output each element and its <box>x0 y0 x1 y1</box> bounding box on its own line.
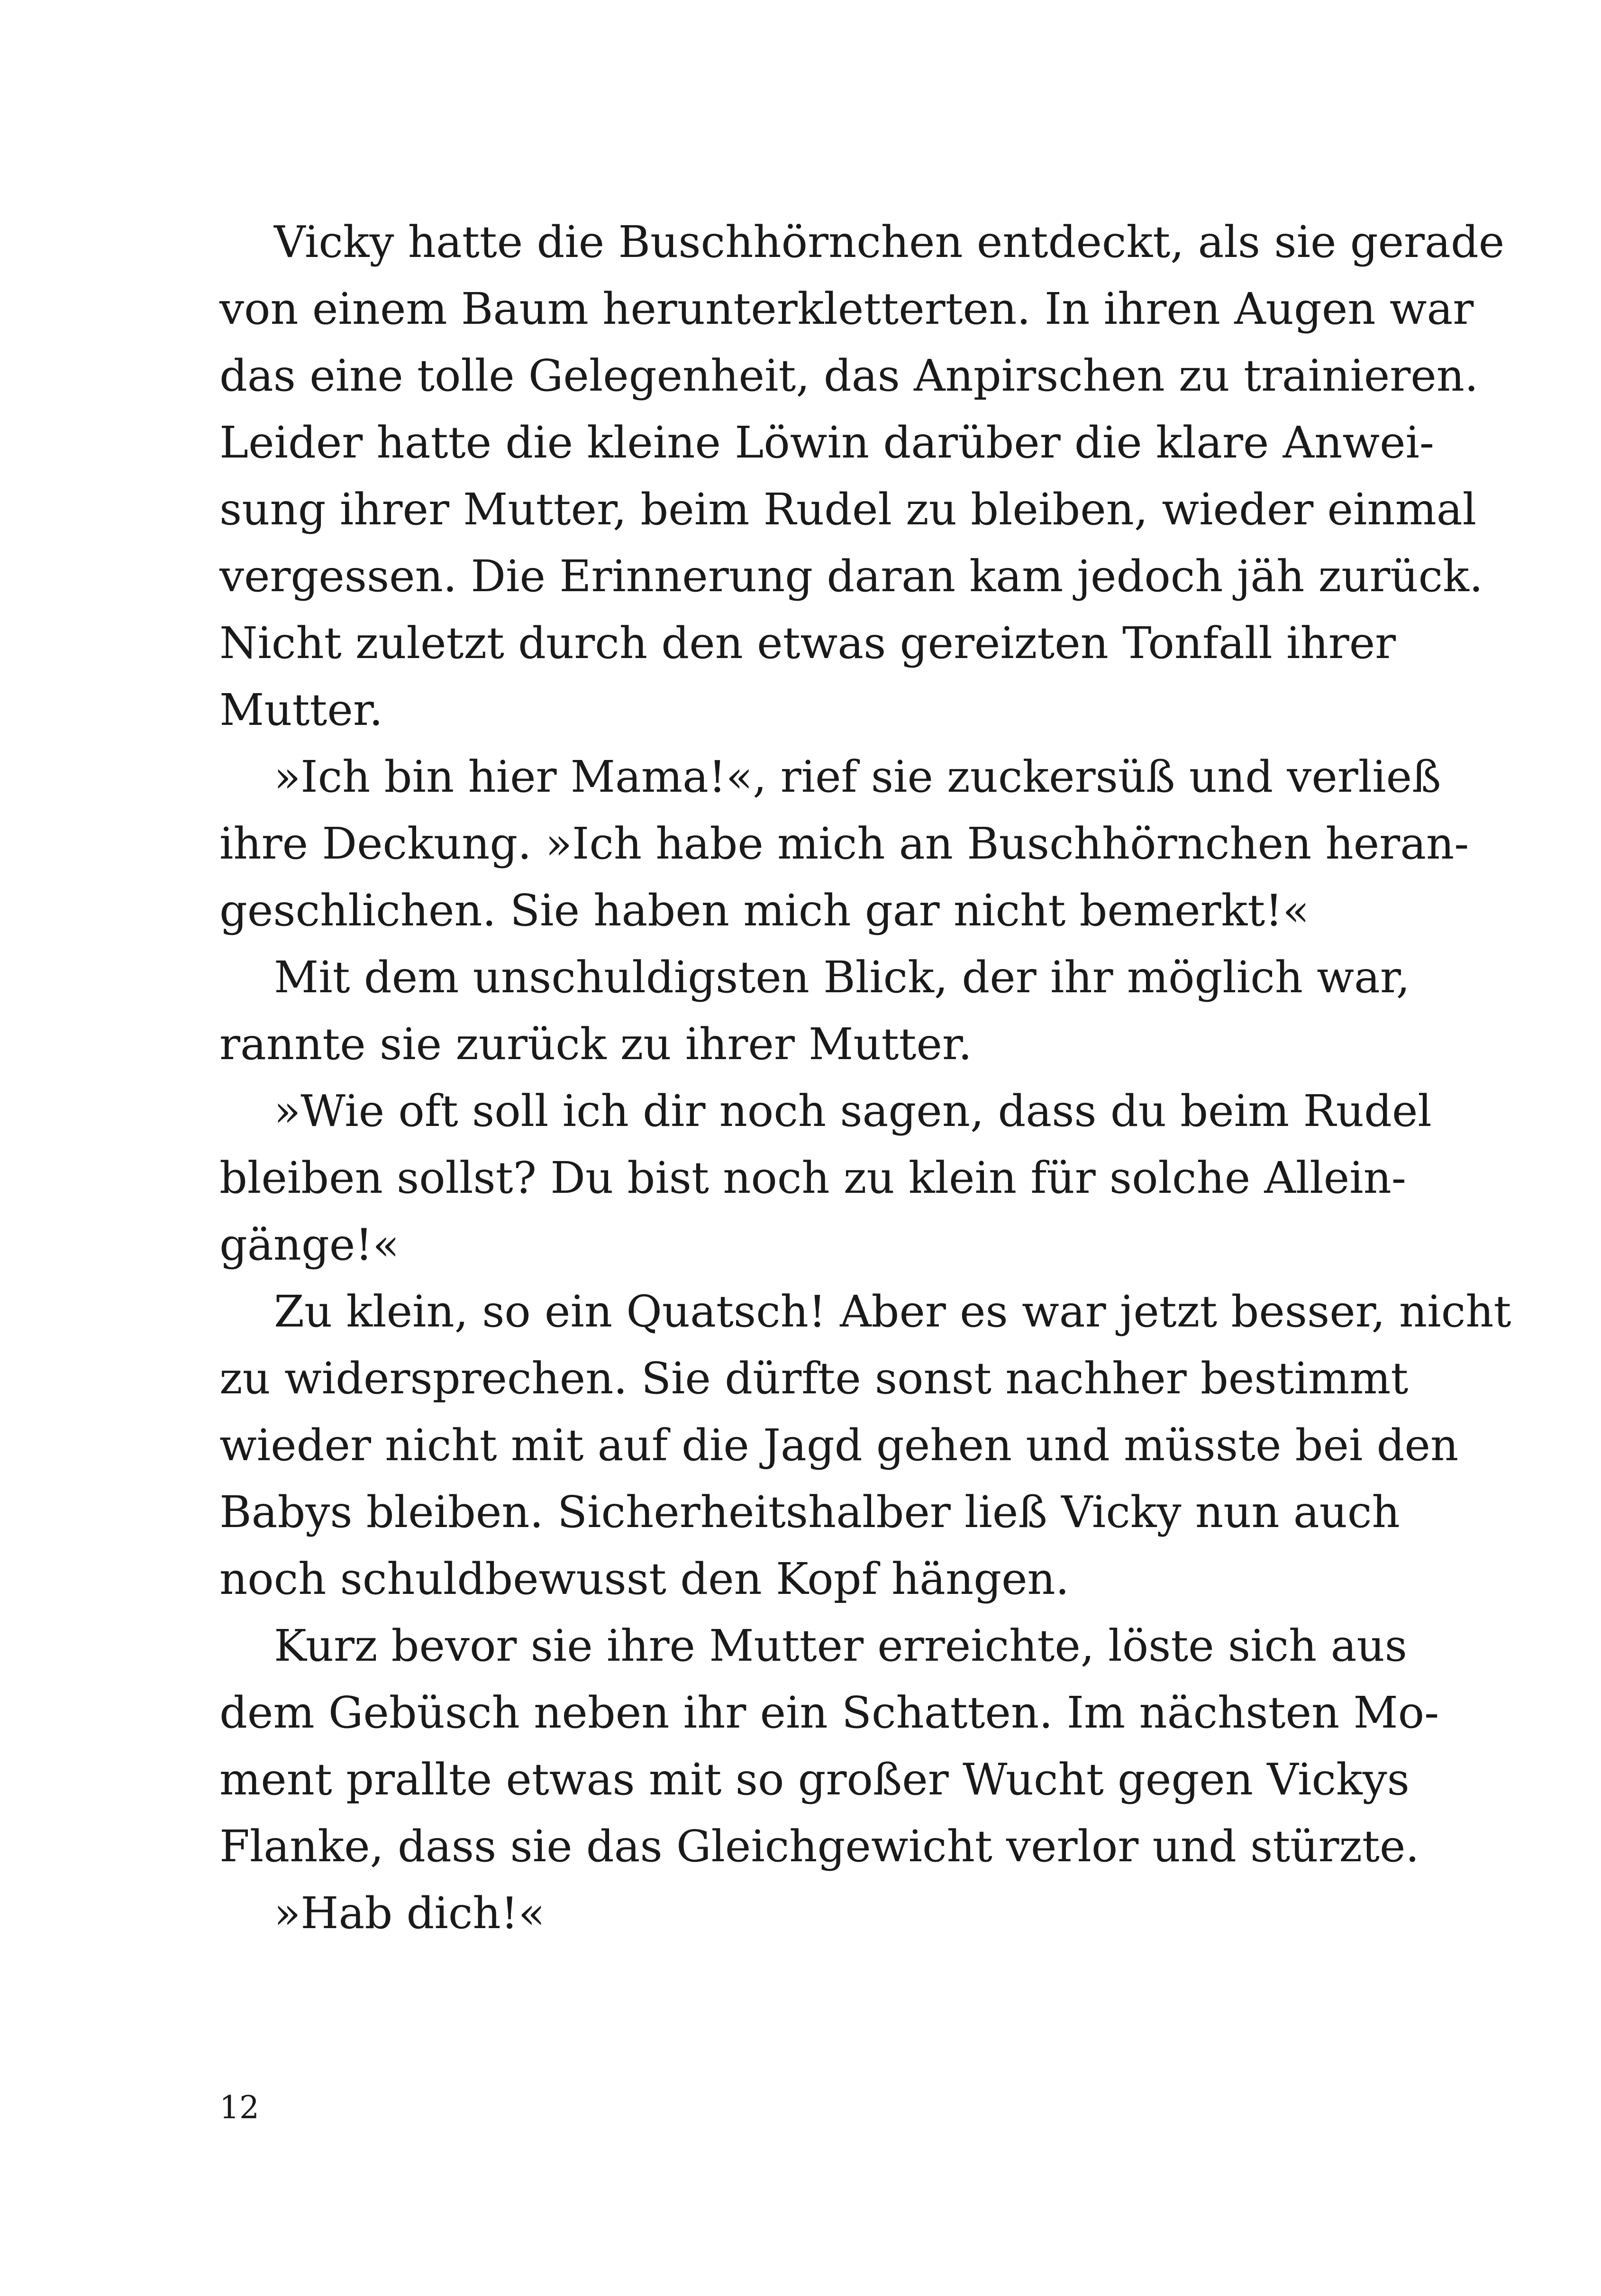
text-line: Leider hatte die kleine Löwin darüber die klare Anwei- <box>219 417 1435 468</box>
text-line: Nicht zuletzt durch den etwas gereizten Tonfall ihrer <box>219 618 1396 668</box>
body-text <box>219 209 1511 1947</box>
text-line: Zu klein, so ein Quatsch! Aber es war jetzt besser, nicht <box>274 1286 1511 1337</box>
text-line: ihre Deckung. »Ich habe mich an Buschhörnchen heran- <box>219 818 1469 869</box>
text-line: geschlichen. Sie haben mich gar nicht bemerkt!« <box>219 885 1310 936</box>
text-line: vergessen. Die Erinnerung daran kam jedoch jäh zurück. <box>219 551 1483 602</box>
text-line: noch schuldbewusst den Kopf hängen. <box>219 1554 1070 1604</box>
text-line: von einem Baum herunterkletterten. In ihren Augen war <box>219 284 1474 334</box>
text-line: zu widersprechen. Sie dürfte sonst nachher bestimmt <box>219 1353 1409 1404</box>
text-line: »Wie oft soll ich dir noch sagen, dass du beim Rudel <box>274 1086 1432 1136</box>
text-line: Babys bleiben. Sicherheitshalber ließ Vicky nun auch <box>219 1487 1400 1537</box>
text-line: Kurz bevor sie ihre Mutter erreichte, löste sich aus <box>274 1620 1407 1671</box>
text-line: rannte sie zurück zu ihrer Mutter. <box>219 1019 973 1070</box>
text-line: Vicky hatte die Buschhörnchen entdeckt, als sie gerade <box>274 217 1505 267</box>
text-line: ment prallte etwas mit so großer Wucht gegen Vickys <box>219 1754 1410 1805</box>
text-line: Flanke, dass sie das Gleichgewicht verlor und stürzte. <box>219 1821 1419 1872</box>
text-line: wieder nicht mit auf die Jagd gehen und müsste bei den <box>219 1420 1459 1471</box>
text-line: Mit dem unschuldigsten Blick, der ihr möglich war, <box>274 952 1410 1003</box>
text-line: das eine tolle Gelegenheit, das Anpirschen zu trainieren. <box>219 350 1479 401</box>
text-line: sung ihrer Mutter, beim Rudel zu bleiben, wieder einmal <box>219 484 1477 535</box>
text-line: gänge!« <box>219 1219 400 1270</box>
page-number: 12 <box>219 2089 259 2126</box>
text-line: bleiben sollst? Du bist noch zu klein für solche Allein- <box>219 1153 1406 1203</box>
text-line: »Hab dich!« <box>274 1888 545 1939</box>
text-line: »Ich bin hier Mama!«, rief sie zuckersüß und verließ <box>274 751 1441 802</box>
text-line: Mutter. <box>219 685 383 735</box>
text-line: dem Gebüsch neben ihr ein Schatten. Im nächsten Mo- <box>219 1687 1439 1738</box>
